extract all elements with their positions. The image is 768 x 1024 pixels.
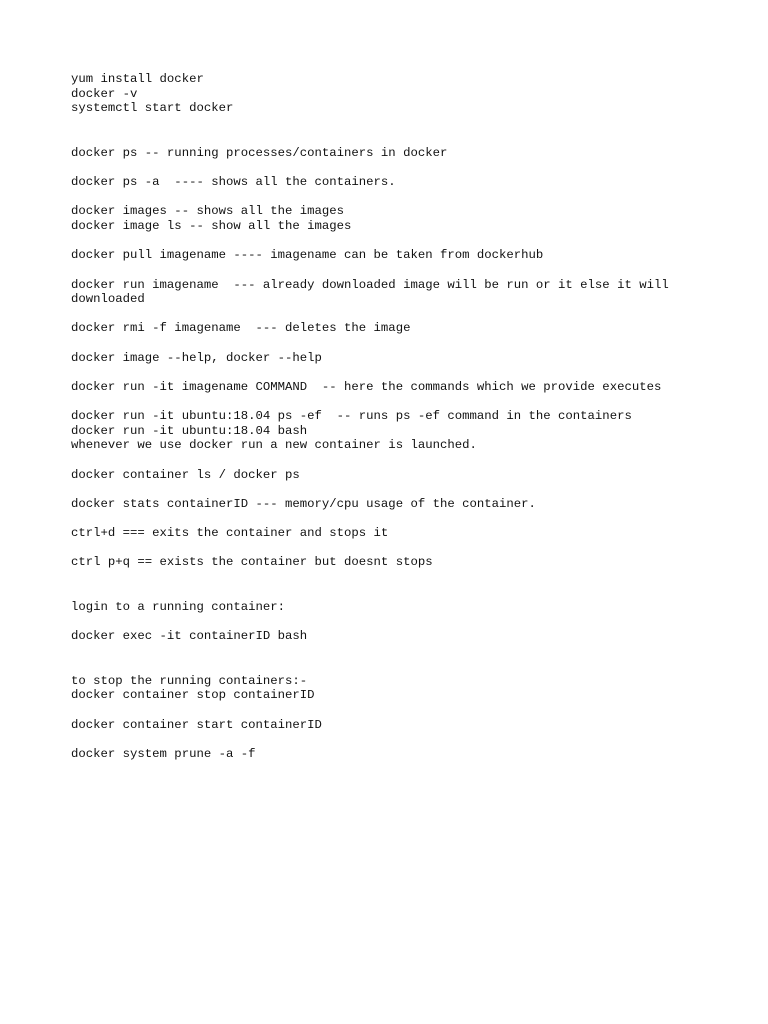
text-line: docker rmi -f imagename --- deletes the image — [71, 321, 411, 336]
text-line: docker system prune -a -f — [71, 746, 256, 761]
text-line: docker container ls / docker ps — [71, 467, 300, 482]
text-line: docker image --help, docker --help — [71, 350, 322, 365]
text-line: systemctl start docker — [71, 101, 234, 116]
text-line: docker pull imagename ---- imagename can be taken from dockerhub — [71, 248, 544, 263]
text-line: docker stats containerID --- memory/cpu usage of the container. — [71, 496, 536, 511]
text-line: ctrl p+q == exists the container but doesnt stops — [71, 555, 433, 570]
text-line: login to a running container: — [71, 599, 286, 614]
text-line: docker image ls -- show all the images — [71, 219, 352, 234]
text-line: yum install docker — [71, 72, 204, 86]
text-line: docker run -it ubuntu:18.04 ps -ef -- runs ps -ef command in the containers — [71, 408, 632, 423]
text-line: ctrl+d === exits the container and stops it — [71, 525, 389, 540]
text-line: docker images -- shows all the images — [71, 204, 345, 219]
text-line: docker container stop containerID — [71, 688, 315, 703]
text-line: docker ps -a ---- shows all the containers. — [71, 175, 396, 190]
document-body — [71, 72, 711, 761]
text-line: whenever we use docker run a new container is launched. — [71, 438, 477, 453]
text-line: docker -v — [71, 86, 138, 101]
text-line: docker ps -- running processes/containers in docker — [71, 146, 448, 161]
text-line: docker run imagename --- already downloaded image will be run or it else it will downloaded — [71, 277, 677, 307]
text-line: to stop the running containers:- — [71, 673, 308, 688]
text-line: docker exec -it containerID bash — [71, 628, 308, 643]
text-line: docker container start containerID — [71, 717, 322, 732]
text-line: docker run -it imagename COMMAND -- here the commands which we provide executes — [71, 379, 662, 394]
text-line: docker run -it ubuntu:18.04 bash — [71, 423, 308, 438]
